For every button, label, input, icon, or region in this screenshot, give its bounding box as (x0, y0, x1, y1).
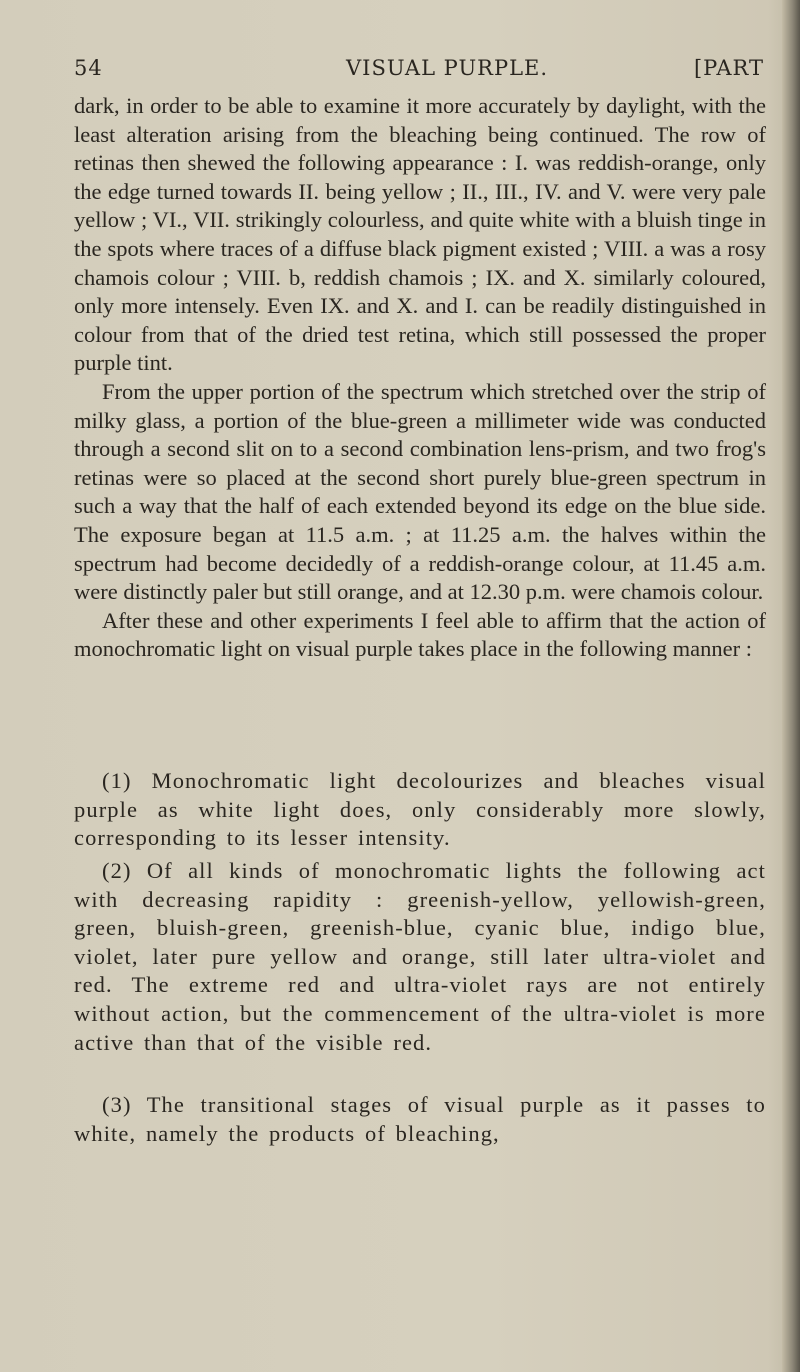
paragraph-1: dark, in order to be able to examine it more accurately by daylight, with the least alteration arising from the bleaching being continued. The row of retinas then shewed the following appearance : I. was reddish-orange, only the edge turned towards II. being yellow ; II., III., IV. and V. were very pale yellow ; VI., VII. strikingly colourless, and quite white with a bluish tinge in the spots where traces of a diffuse black pigment existed ; VIII. a was a rosy chamois colour ; VIII. b, reddish chamois ; IX. and X. similarly coloured, only more intensely. Even IX. and X. and I. can be readily distinguished in colour from that of the dried test retina, which still possessed the proper purple tint. (74, 93, 766, 376)
page-number: 54 (74, 56, 103, 80)
body-text (74, 92, 766, 664)
running-title: VISUAL PURPLE. (346, 56, 549, 80)
page-edge-shadow (782, 0, 800, 1372)
part-label: [PART (693, 56, 764, 80)
numbered-item-2: (2) Of all kinds of monochromatic lights the following act with decreasing rapidity : greenish-yellow, yellowish-green, green, bluish-green, greenish-blue, cyanic blue, indigo blue, violet, later pure yellow and orange, still later ultra-violet and red. The extreme red and ultra-violet rays are not entirely without action, but the commencement of the ultra-violet is more active than that of the visible red. (74, 858, 766, 1055)
numbered-item-1: (1) Monochromatic light decolourizes and bleaches visual purple as white light does, only considerably more slowly, corresponding to its lesser intensity. (74, 768, 766, 851)
paragraph-3: After these and other experiments I feel able to affirm that the action of monochromatic light on visual purple takes place in the following manner : (74, 607, 766, 662)
paragraph-2: From the upper portion of the spectrum which stretched over the strip of milky glass, a portion of the blue-green a millimeter wide was conducted through a second slit on to a second combination lens-prism, and two frog's retinas were so placed at the second short purely blue-green spectrum in such a way that the half of each extended beyond its edge on the blue side. The exposure began at 11.5 a.m. ; at 11.25 a.m. the halves within the spectrum had become decidedly of a reddish-orange colour, at 11.45 a.m. were distinctly paler but still orange, and at 12.30 p.m. were chamois colour. (74, 378, 766, 605)
numbered-item-3: (3) The transitional stages of visual purple as it passes to white, namely the products of bleaching, (74, 1092, 766, 1146)
running-header (74, 56, 764, 90)
